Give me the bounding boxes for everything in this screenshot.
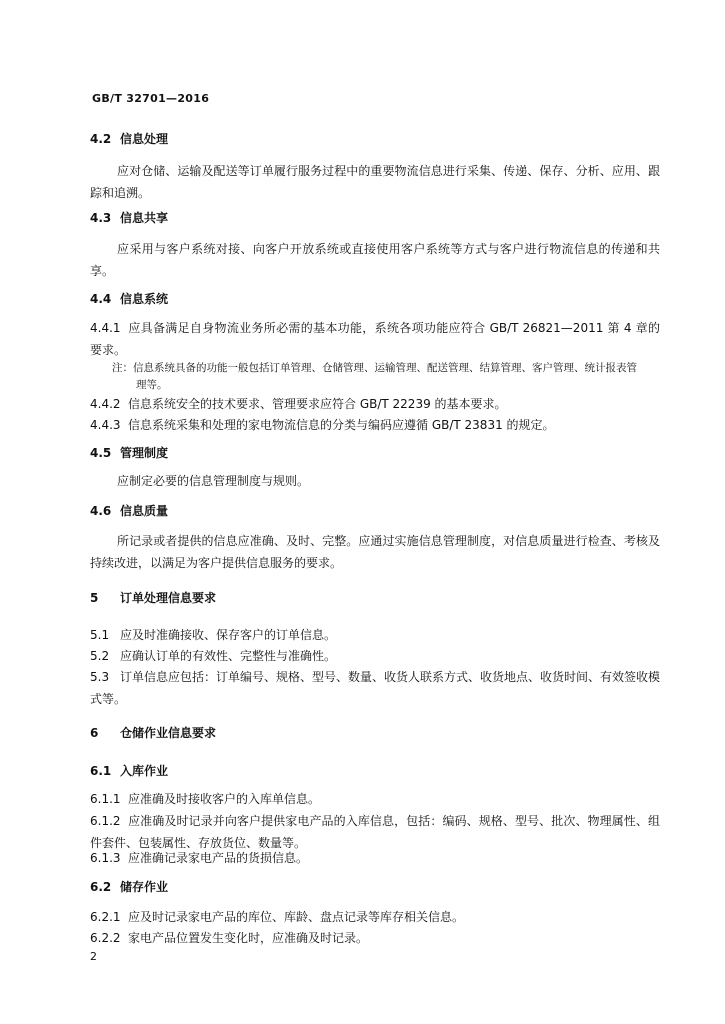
note (90, 360, 682, 394)
paragraph-4-3: 应采用与客户系统对接、向客户开放系统或直接使用客户系统等方式与客户进行物流信息的传递和共享。 (90, 242, 660, 278)
note-line-2: 理等。 (136, 379, 168, 391)
clause-text: 应准确及时记录并向客户提供家电产品的入库信息，包括：编码、规格、型号、批次、物理属性、组件套件、包装属性、存放货位、数量等。 (90, 814, 660, 850)
clause-text: 应具备满足自身物流业务所必需的基本功能，系统各项功能应符合 GB/T 26821—2011 第 4 章的要求。 (90, 321, 660, 357)
clause-text: 应及时记录家电产品的库位、库龄、盘点记录等库存相关信息。 (128, 910, 465, 924)
clause-4-4-2 (90, 393, 660, 415)
section-number: 4.4 (90, 292, 112, 306)
clause-number: 5.2 (90, 649, 110, 663)
clause-number: 5.1 (90, 628, 110, 642)
clause-text: 应确认订单的有效性、完整性与准确性。 (120, 649, 337, 663)
section-title: 入库作业 (120, 764, 169, 778)
clause-number: 6.1.1 (90, 792, 121, 806)
standard-number: GB/T 32701—2016 (92, 92, 210, 105)
section-title: 信息处理 (120, 132, 169, 146)
section-number: 4.6 (90, 504, 112, 518)
clause-6-1-1 (90, 788, 660, 810)
heading-4-5 (90, 442, 660, 464)
clause-number: 4.4.3 (90, 418, 121, 432)
section-title: 信息质量 (120, 504, 169, 518)
clause-number: 6.2.2 (90, 931, 121, 945)
clause-number: 4.4.2 (90, 397, 121, 411)
section-number: 4.5 (90, 446, 112, 460)
section-title: 信息系统 (120, 292, 169, 306)
clause-5-2 (90, 645, 660, 667)
heading-5 (90, 587, 660, 609)
clause-text: 家电产品位置发生变化时，应准确及时记录。 (128, 931, 369, 945)
section-title: 仓储作业信息要求 (120, 726, 217, 740)
clause-4-4-3 (90, 414, 660, 436)
section-title: 订单处理信息要求 (120, 591, 217, 605)
heading-6 (90, 722, 660, 744)
clause-number: 6.1.3 (90, 851, 121, 865)
section-number: 5 (90, 591, 99, 605)
paragraph-4-6: 所记录或者提供的信息应准确、及时、完整。应通过实施信息管理制度，对信息质量进行检查、考核及持续改进，以满足为客户提供信息服务的要求。 (90, 534, 660, 570)
heading-4-6 (90, 500, 660, 522)
heading-4-3 (90, 207, 660, 229)
heading-6-2 (90, 876, 660, 898)
clause-text: 信息系统采集和处理的家电物流信息的分类与编码应遵循 GB/T 23831 的规定。 (128, 418, 555, 432)
heading-4-4 (90, 288, 660, 310)
section-number: 6 (90, 726, 99, 740)
page-number: 2 (90, 950, 97, 963)
clause-text: 应及时准确接收、保存客户的订单信息。 (120, 628, 337, 642)
clause-number: 4.4.1 (90, 321, 121, 335)
section-number: 6.2 (90, 880, 112, 894)
clause-number: 5.3 (90, 670, 110, 684)
clause-4-4-1 (90, 317, 660, 361)
heading-6-1 (90, 760, 660, 782)
paragraph-4-5: 应制定必要的信息管理制度与规则。 (117, 474, 310, 488)
section-number: 4.3 (90, 211, 112, 225)
heading-4-2 (90, 128, 660, 150)
section-title: 管理制度 (120, 446, 169, 460)
clause-text: 信息系统安全的技术要求、管理要求应符合 GB/T 22239 的基本要求。 (128, 397, 507, 411)
clause-5-1 (90, 624, 660, 646)
clause-text: 应准确记录家电产品的货损信息。 (128, 851, 309, 865)
clause-6-2-2 (90, 927, 660, 949)
section-title: 储存作业 (120, 880, 169, 894)
note-line-1: 注：信息系统具备的功能一般包括订单管理、仓储管理、运输管理、配送管理、结算管理、客户管理、统计报表管 (112, 362, 637, 374)
paragraph-4-2: 应对仓储、运输及配送等订单履行服务过程中的重要物流信息进行采集、传递、保存、分析、应用、跟踪和追溯。 (90, 164, 660, 200)
section-number: 4.2 (90, 132, 112, 146)
section-number: 6.1 (90, 764, 112, 778)
clause-number: 6.1.2 (90, 814, 121, 828)
clause-number: 6.2.1 (90, 910, 121, 924)
clause-text: 订单信息应包括：订单编号、规格、型号、数量、收货人联系方式、收货地点、收货时间、有效签收模式等。 (90, 670, 661, 706)
clause-5-3 (90, 666, 660, 710)
section-title: 信息共享 (120, 211, 169, 225)
clause-6-2-1 (90, 906, 660, 928)
clause-text: 应准确及时接收客户的入库单信息。 (128, 792, 321, 806)
clause-6-1-3 (90, 847, 660, 869)
